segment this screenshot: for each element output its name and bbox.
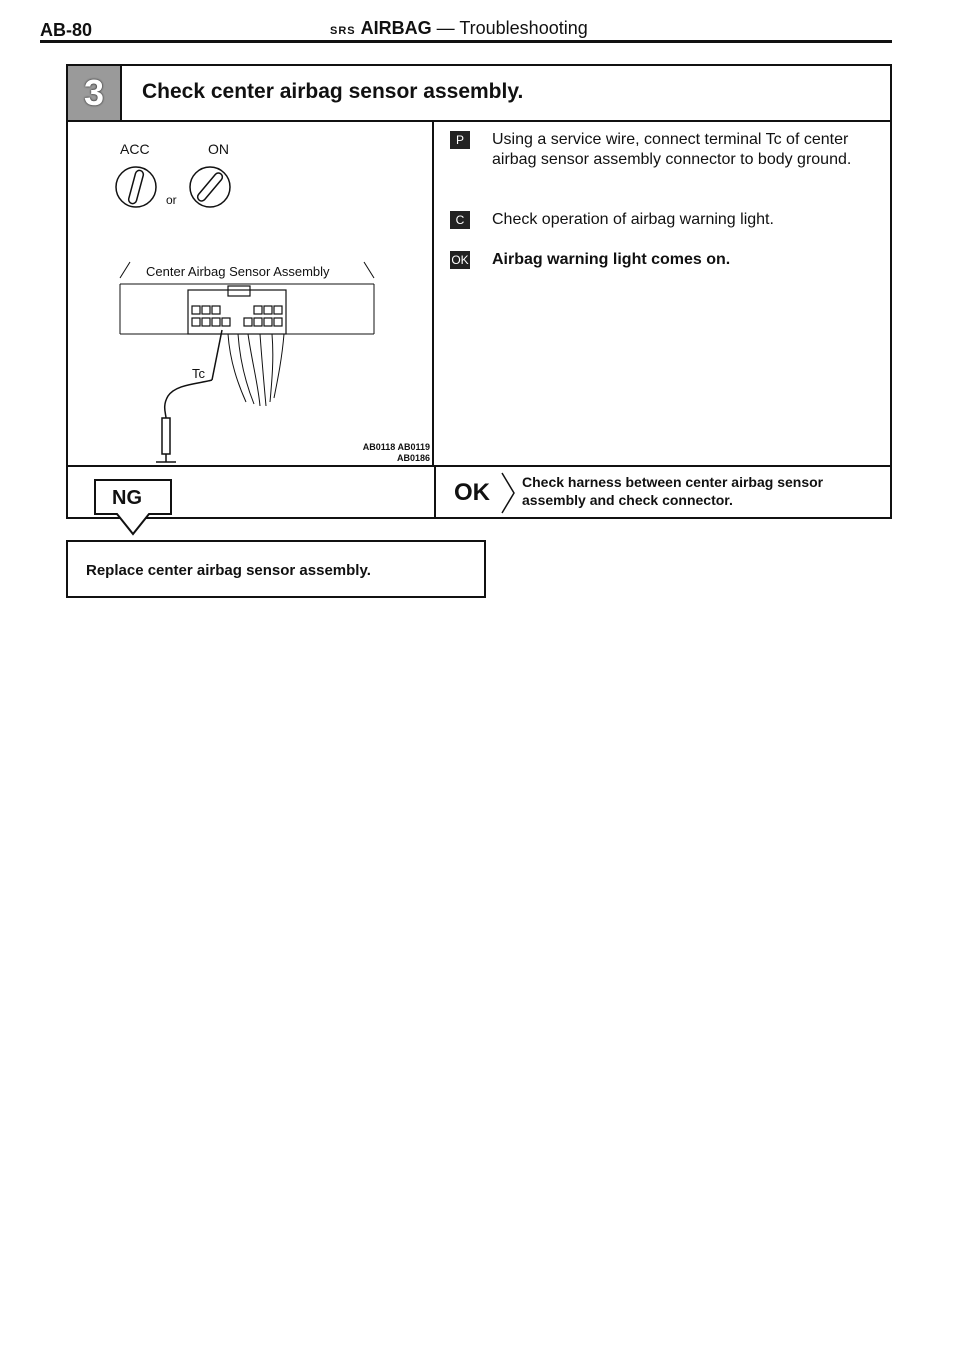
figure-code-line1: AB0118 AB0119: [362, 442, 430, 452]
step-title: Check center airbag sensor assembly.: [142, 80, 524, 103]
section-title-main: AIRBAG: [360, 18, 432, 38]
ok-result: [434, 467, 890, 519]
instruction-panel: [436, 122, 890, 465]
ng-label: NG: [112, 487, 142, 509]
instruction-text: Airbag warning light comes on.: [492, 251, 731, 268]
connector-icon: [188, 286, 286, 334]
sensor-illustration: [68, 122, 432, 465]
ok-tag: OK: [451, 253, 469, 267]
srs-prefix: SRS: [330, 25, 356, 37]
ignition-key-acc-icon: [116, 167, 156, 207]
instruction-item: [450, 250, 731, 270]
prepare-tag: P: [450, 131, 470, 149]
wire-harness-icon: [228, 334, 284, 406]
terminal-tc-label: Tc: [192, 366, 205, 381]
ignition-key-on-icon: [190, 167, 230, 207]
key-on-label: ON: [208, 141, 229, 157]
ng-action-box: [66, 540, 486, 598]
illustration-panel: [68, 122, 434, 465]
step-box: [66, 64, 892, 519]
figure-code-line2: AB0186: [396, 453, 430, 463]
section-title: [330, 18, 588, 39]
step-number: 3: [68, 66, 122, 120]
result-row: [68, 465, 890, 517]
ok-label: OK: [454, 479, 490, 506]
instruction-item: [450, 210, 774, 230]
ng-action-text: Replace center airbag sensor assembly.: [86, 562, 371, 579]
page-number: AB-80: [40, 20, 93, 40]
ok-result-text: Check harness between center airbag sensor assembly and check connector.: [522, 474, 824, 508]
section-title-sub: — Troubleshooting: [431, 18, 588, 38]
header-rule: [40, 40, 892, 43]
step-header: [68, 66, 890, 122]
instruction-text: Check operation of airbag warning light.: [492, 211, 774, 228]
instruction-text: Using a service wire, connect terminal Tc of center airbag sensor assembly connector to body ground.: [492, 131, 852, 168]
assembly-label: Center Airbag Sensor Assembly: [146, 264, 330, 279]
instruction-item: [450, 130, 852, 168]
or-label: or: [166, 193, 177, 207]
check-tag: C: [450, 211, 470, 229]
key-acc-label: ACC: [120, 141, 150, 157]
ok-arrow-icon: [500, 471, 516, 515]
service-wire-icon: [156, 330, 222, 462]
